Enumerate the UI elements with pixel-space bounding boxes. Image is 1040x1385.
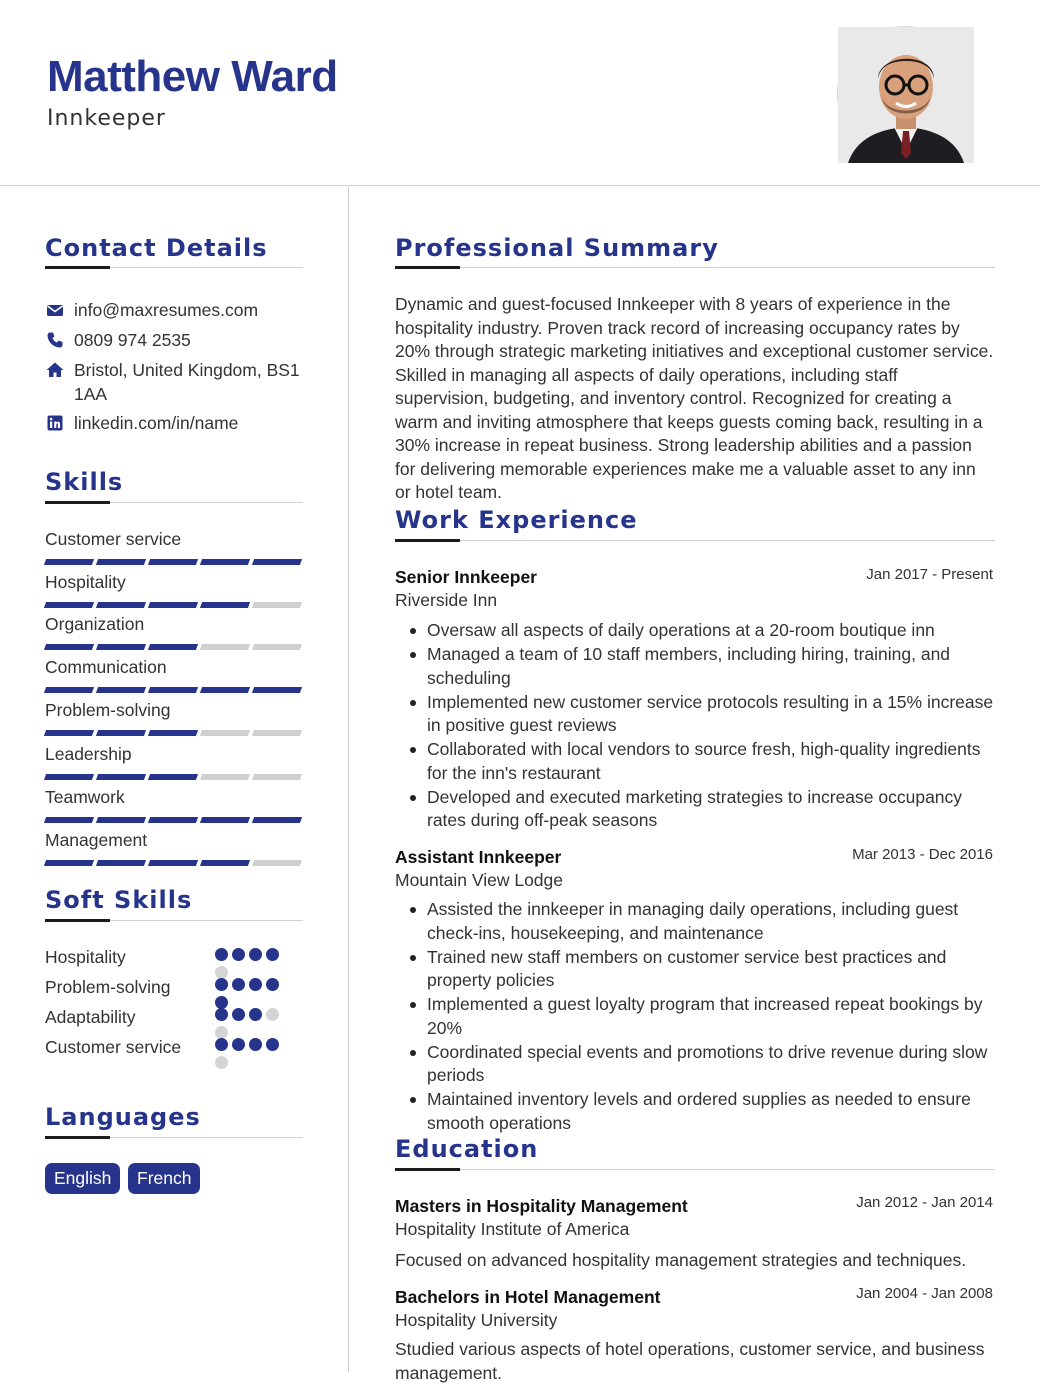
job-bullet: Maintained inventory levels and ordered supplies as needed to ensure smooth operations [407, 1088, 997, 1135]
skill-level-bar [45, 644, 301, 650]
skill-level-segment [200, 559, 250, 565]
skill-item [45, 613, 301, 650]
contact-email[interactable] [45, 298, 305, 322]
candidate-role: Innkeeper [47, 106, 166, 131]
rating-dot [215, 1008, 228, 1021]
skill-label: Hospitality [45, 572, 126, 592]
soft-skill-item [45, 976, 305, 998]
section-rule-accent [45, 266, 110, 269]
job-dates: Jan 2017 - Present [866, 566, 993, 583]
section-rule-accent [395, 1168, 460, 1171]
education-section-title: Education [395, 1135, 539, 1163]
skill-level-segment [96, 774, 146, 780]
rating-dot [215, 978, 228, 991]
contact-phone-text: 0809 974 2535 [74, 330, 191, 350]
job-bullet: Coordinated special events and promotions to drive revenue during slow periods [407, 1041, 997, 1088]
skill-level-segment [148, 860, 198, 866]
job-bullet: Implemented new customer service protocols resulting in a 15% increase in positive guest reviews [407, 691, 997, 738]
skill-item [45, 829, 301, 866]
section-rule [395, 540, 995, 541]
rating-dot [215, 948, 228, 961]
linkedin-icon [45, 413, 65, 433]
skill-level-segment [252, 644, 302, 650]
skill-level-segment [44, 602, 94, 608]
summary-text: Dynamic and guest-focused Innkeeper with 8 years of experience in the hospitality industry. Proven track record of increasing occupancy rates by 20% through strategic marketing initiatives and exceptional customer service. Skilled in managing all aspects of daily operations, including staff supervision, budgeting, and inventory control. Recognized for creating a warm and inviting atmosphere that keeps guests coming back, resulting in a 30% increase in repeat business. Strong leadership abilities and a passion for delivering memorable experiences make me a valuable asset to any inn or hotel team. [395, 294, 994, 502]
language-badge: English [45, 1163, 120, 1194]
section-rule-accent [395, 539, 460, 542]
job-bullet: Developed and executed marketing strategies to increase occupancy rates during off-peak seasons [407, 786, 997, 833]
skill-level-segment [44, 644, 94, 650]
skill-level-bar [45, 860, 301, 866]
rating-dot [266, 948, 279, 961]
skill-label: Customer service [45, 529, 182, 549]
section-rule-accent [45, 1136, 110, 1139]
skill-label: Management [45, 830, 148, 850]
skill-level-segment [44, 817, 94, 823]
skill-level-segment [252, 774, 302, 780]
rating-dot [249, 1008, 262, 1021]
soft-skill-item [45, 1006, 305, 1028]
skill-level-segment [252, 559, 302, 565]
skill-level-segment [44, 559, 94, 565]
contact-address [45, 358, 305, 406]
profile-photo [837, 26, 973, 162]
job-bullet: Assisted the innkeeper in managing daily operations, including guest check-ins, housekeeping, and maintenance [407, 898, 997, 945]
soft-skills-section-title: Soft Skills [45, 886, 193, 914]
soft-skill-label: Customer service [45, 1037, 182, 1057]
section-rule-accent [395, 266, 460, 269]
skill-level-bar [45, 730, 301, 736]
skill-level-segment [200, 644, 250, 650]
rating-dot [215, 1056, 228, 1069]
degree-dates: Jan 2004 - Jan 2008 [856, 1285, 993, 1302]
rating-dot [249, 1038, 262, 1051]
skill-level-segment [148, 687, 198, 693]
soft-skill-label: Problem-solving [45, 977, 171, 997]
skill-level-segment [96, 817, 146, 823]
languages-section-title: Languages [45, 1103, 201, 1131]
phone-icon [45, 330, 65, 350]
contact-linkedin-text: linkedin.com/in/name [74, 413, 239, 433]
school-name: Hospitality University [395, 1310, 558, 1330]
skills-section-title: Skills [45, 468, 124, 496]
skill-level-segment [200, 774, 250, 780]
rating-dot [232, 948, 245, 961]
skill-level-segment [44, 860, 94, 866]
skill-level-segment [44, 687, 94, 693]
contact-email-text: info@maxresumes.com [74, 300, 259, 320]
rating-dot [232, 1008, 245, 1021]
degree-description: Focused on advanced hospitality management strategies and techniques. [395, 1250, 967, 1270]
skill-level-bar [45, 559, 301, 565]
skill-level-segment [252, 730, 302, 736]
skill-label: Leadership [45, 744, 132, 764]
section-rule-accent [45, 501, 110, 504]
skill-level-segment [200, 860, 250, 866]
soft-skill-label: Adaptability [45, 1007, 136, 1027]
skill-level-segment [148, 602, 198, 608]
job-bullet: Collaborated with local vendors to source fresh, high-quality ingredients for the inn's restaurant [407, 738, 997, 785]
rating-dot [232, 978, 245, 991]
contact-phone[interactable] [45, 328, 305, 352]
degree-dates: Jan 2012 - Jan 2014 [856, 1194, 993, 1211]
summary-section-title: Professional Summary [395, 234, 719, 262]
job-bullet: Managed a team of 10 staff members, including hiring, training, and scheduling [407, 643, 997, 690]
skill-level-segment [96, 644, 146, 650]
skill-level-segment [148, 730, 198, 736]
job-dates: Mar 2013 - Dec 2016 [852, 846, 993, 863]
degree-description: Studied various aspects of hotel operations, customer service, and business management. [395, 1339, 985, 1383]
skill-item [45, 528, 301, 565]
skill-level-segment [252, 687, 302, 693]
soft-skill-rating [215, 948, 290, 979]
skill-level-segment [252, 602, 302, 608]
experience-section-title: Work Experience [395, 506, 638, 534]
skill-level-segment [96, 559, 146, 565]
soft-skill-item [45, 946, 305, 968]
soft-skill-rating [215, 1008, 290, 1039]
contact-address-text: Bristol, United Kingdom, BS1 1AA [74, 360, 300, 404]
rating-dot [249, 948, 262, 961]
skill-level-segment [96, 687, 146, 693]
skill-level-segment [148, 644, 198, 650]
job-bullets [407, 619, 997, 833]
skill-label: Teamwork [45, 787, 125, 807]
skill-level-segment [148, 817, 198, 823]
skill-level-segment [252, 860, 302, 866]
skill-item [45, 571, 301, 608]
job-title: Senior Innkeeper [395, 567, 537, 587]
soft-skill-rating [215, 1038, 290, 1069]
column-divider [348, 187, 349, 1372]
skill-label: Organization [45, 614, 145, 634]
rating-dot [266, 1038, 279, 1051]
job-bullet: Implemented a guest loyalty program that increased repeat bookings by 20% [407, 993, 997, 1040]
skill-label: Communication [45, 657, 167, 677]
soft-skill-item [45, 1036, 305, 1058]
skill-level-segment [252, 817, 302, 823]
rating-dot [215, 1038, 228, 1051]
rating-dot [266, 1008, 279, 1021]
skill-level-bar [45, 602, 301, 608]
language-badge: French [128, 1163, 200, 1194]
skill-level-bar [45, 774, 301, 780]
rating-dot [232, 1038, 245, 1051]
skill-level-segment [200, 817, 250, 823]
soft-skill-label: Hospitality [45, 947, 126, 967]
job-bullets [407, 898, 997, 1136]
section-rule [395, 267, 995, 268]
skill-level-segment [148, 559, 198, 565]
skill-level-segment [200, 730, 250, 736]
job-title: Assistant Innkeeper [395, 847, 562, 867]
job-company: Mountain View Lodge [395, 870, 563, 890]
skill-label: Problem-solving [45, 700, 171, 720]
section-rule-accent [45, 919, 110, 922]
email-icon [45, 300, 65, 320]
skill-item [45, 656, 301, 693]
skill-level-segment [96, 730, 146, 736]
skill-level-segment [96, 602, 146, 608]
section-rule [395, 1169, 995, 1170]
job-bullet: Oversaw all aspects of daily operations at a 20-room boutique inn [407, 619, 997, 643]
home-icon [45, 360, 65, 380]
degree-title: Masters in Hospitality Management [395, 1196, 688, 1216]
skill-level-segment [44, 774, 94, 780]
rating-dot [249, 978, 262, 991]
skill-level-segment [44, 730, 94, 736]
contact-linkedin[interactable] [45, 411, 305, 435]
contact-section-title: Contact Details [45, 234, 268, 262]
skill-item [45, 699, 301, 736]
job-company: Riverside Inn [395, 590, 498, 610]
degree-title: Bachelors in Hotel Management [395, 1287, 661, 1307]
candidate-name: Matthew Ward [47, 52, 338, 101]
resume-header [0, 0, 1040, 186]
skill-level-bar [45, 817, 301, 823]
skill-level-bar [45, 687, 301, 693]
rating-dot [266, 978, 279, 991]
school-name: Hospitality Institute of America [395, 1219, 630, 1239]
skill-level-segment [200, 687, 250, 693]
skill-item [45, 786, 301, 823]
soft-skill-rating [215, 978, 290, 1009]
job-bullet: Trained new staff members on customer service best practices and property policies [407, 946, 997, 993]
skill-level-segment [148, 774, 198, 780]
skill-item [45, 743, 301, 780]
skill-level-segment [96, 860, 146, 866]
skill-level-segment [200, 602, 250, 608]
